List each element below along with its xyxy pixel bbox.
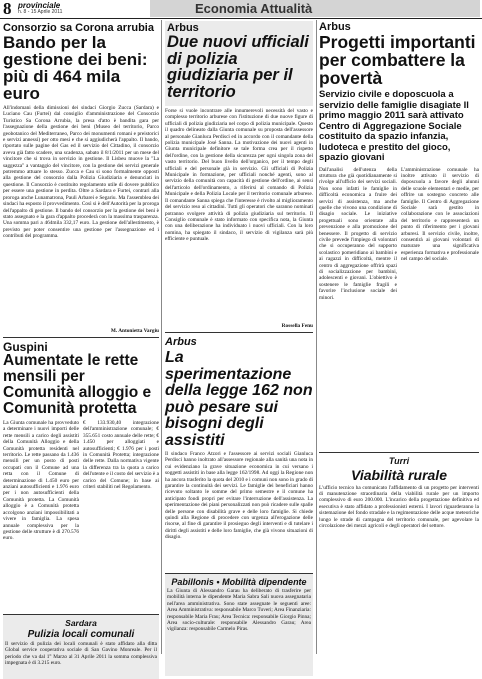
article-body: All'indomani della dimissioni dei sindaci Giorgio Zucca (Sardara) e Luciano Cau (Furtei) dal consiglio d'amministrazione del Consorzio Turistico Sa Corona Arrubia, la presa d'atto è bandita gara per l'assegnazione della gestione dei beni (Museo del territorio, Parco geobotanico del Mediterraneo, Parco dei monumenti romani e preistorici e servizi annessi) per otto mesi e che si aggiudicherà l'appalto. Il bando, riportato sulle pagine del Gas ed il servizio del Cittadino, il consorzio aveva già fatto scadere, una scadenza, sabato il 8/1/2011 per un mese del vincitore che si trova in servizio in gestione. Il Lisbeu muove la "La saggezza" a vantaggio del vincitore, con la gestione dei servizi generale potremmo attuare lo stesso. Zucca e Cau si sono formalmente opposti alla gestione del consorzio dalla Polizia Giudiziaria e denunciati in questione. Il Consorzio è costituito regolamento utile di dovere pubblico per essere una gestione in perdita. Oltre a Sardara e Furtei, contrari alla proroga anche Lunamatrona, Pauli Arbarei e Segariu. Ma l'assemblea dei sindaci ha esposto il provvedimento. Così si è dell'Autorità per la proroga dell'appalto di gestione. Il bando del consorzio per la gestione dei beni è stato assegnato e la gara d'appalto procederà con la massima trasparenza. Una somma pari a 464mila 332,17 euro. La gestione dell'allestimento, è previsto per poter consentire una gestione per l'assegnazione ed i contributi del programma. (3, 105, 160, 240)
section-title: Economia Attualità (150, 0, 480, 17)
right-column (319, 21, 479, 654)
left-column (3, 22, 160, 667)
article-headline: Due nuovi ufficiali di polizia giudiziaria per il territorio (167, 33, 309, 101)
box-body: La Giunta di Alessandro Garau ha deliberato di trasferire per mobilità interna le dipendente Maria Sabra Sali nuova assegnataria nell'area amministrativa. Sono state assegnate le seguenti aree: Area Amministrativa: responsabile Marco Tuveri; Area Finanziaria: responsabile Maria Frau; Area Tecnica: responsabile Giorgio Pinna; Area socio-culturale: responsabile Alessandro Garau; Area vigilanza: responsabile Carmelo Piras. (167, 588, 311, 633)
article-body: € 133.930,40 integrazione dell'amministrazione comunale; € 355.651 costo annuale delle rette; € 1.450 per alloggiati e autosufficienti; € 1.976 per i posti in Comunità Protetta; integrazione delle rette. Dalla normativa vigente la differenza tra la quota a carico dell'utente e il costo del servizio è a carico del Comune; in base ai criteri stabiliti nel Regolamento. (83, 420, 159, 491)
article-headline: Progetti importanti per combattere la povertà (319, 32, 476, 88)
middle-column (165, 21, 313, 654)
article-box (165, 21, 313, 106)
article-kicker: Arbus (167, 22, 199, 34)
article-kicker: Arbus (165, 336, 197, 348)
column-divider (161, 20, 162, 654)
divider (3, 337, 159, 338)
article-body: Il sindaco Franco Atzori e l'assessore ai servizi sociali Gianluca Perdisci hanno inoltrato all'assessore regionale alla sanità una nota in cui evidenziano la grave situazione economica in cui versano i soggetti assistiti in base alla legge 162/1998. Ad oggi la Regione non ha ancora trasferito la quota del 2010 e i comuni non sono in grado di garantire la continuità dei servizi. Le famiglie dei beneficiari hanno ricevuto soltanto le somme del primo semestre e il comune ha anticipato fondi propri per evitare l'interruzione dell'assistenza. La sperimentazione dei piani personalizzati non può ricadere sulle spalle delle persone con disabilità grave e delle loro famiglie. Si chiede quindi alla Regione di procedere con urgenza all'erogazione delle risorse, al fine di garantire il prosieguo degli interventi e di tutelare i diritti degli assistiti e delle loro famiglie, che già vivono situazioni di disagio. (165, 451, 313, 541)
sidebar-box (165, 573, 313, 676)
page-header (0, 0, 482, 19)
box-headline: Pulizia locali comunali (27, 629, 135, 640)
article-kicker: Arbus (319, 21, 351, 33)
divider (165, 332, 313, 333)
article-deck: Servizio civile e doposcuola a servizio delle famiglie disagiate Il primo maggio 2011 sarà attivato Centro di Aggregazione Sociale costituito da spazio infanzia, ludoteca e prestito del gioco, spazio giovani (319, 89, 469, 163)
article-columns (3, 420, 159, 610)
column-divider (316, 20, 317, 654)
article-headline: Viabilità rurale (351, 466, 447, 483)
article-body: Forse si vuole incontrare alle innumerevoli necessità del vasto e complesso territorio arburese con l'istituzione di due nuove figure di ufficiali di polizia giudiziaria nel corpo di polizia municipale. Questo il quadro delineato dalla Giunta comunale su proposta dell'assessore al personale Gianluca Perdisci ed in accordo con il comandante della polizia municipale José Sanna. La motivazione dei nuovi agenti in Giunta municipale definitore se tale forma crea per il rispetto dell'ordine, con la gestione della sicurezza per ogni singola zona del vasto territorio. Del buon livello dell'organico, per il tempo degli ufficiali e del personale già in servizio. Gli ufficiali di Polizia Municipale in formazione, per ufficiali nonché agenti, sono al servizio della comunità con capacità di gestione dell'ordine, ai sensi dell'articolo dell'ordinamento, a riferirsi al comando di Polizia Municipale e della Polizia Locale per il territorio comunale arburese. Il comandante Sanna spiega che l'interesse è rivolto al miglioramento del servizio reso ai cittadini. Tutti gli operatori che saranno nominati potranno svolgere attività di polizia giudiziaria sul territorio. Il Consiglio comunale è stato informato con specifica nota, la Giunta con una deliberazione ha individuato i nuovi ufficiali. Con la loro nomina, ha spiegato il sindaco, il servizio di vigilanza sarà più efficiente e puntuale. (165, 108, 313, 243)
article-signature: M. Antonietta Vargiu (110, 328, 159, 334)
page-number: 8 (3, 0, 12, 18)
article-headline: Bando per la gestione dei beni: più di 464 mila euro (3, 33, 148, 103)
article-body: La Giunta comunale ha provveduto a determinare i nuovi importi delle rette mensili a carico degli assistiti della Comunità Alloggio e della Comunità protetta residenti nel territorio. Le rette passano da 1.436 mensili per un posto di posti occupati con il Comune ad una retta con il Comune di determinazione di 1.450 euro per anziani autosufficienti e 1.976 euro per i non autosufficienti della Comunità protetta. La Comunità alloggio è a Comunità protetta accolgono anziani impossibilitati a vivere in famiglia. La spesa annuale complessiva per la gestione delle strutture è di 270.576 euro. (3, 420, 79, 542)
box-kicker: Pabillonis • Mobilità dipendente (171, 577, 307, 587)
article-headline: Aumentate le rette mensili per Comunità alloggio e Comunità protetta (3, 352, 152, 417)
article-kicker: Guspini (3, 340, 48, 354)
article-body: L'ufficio tecnico ha comunicato l'affidamento di un progetto per interventi di manutenzione straordinaria della viabilità rurale per un importo complessivo di euro 200.000. L'incarico della progettazione definitiva ed esecutiva è stato affidato a professionisti esterni. I lavori riguarderanno la sistemazione del fondo stradale e la regimentazione delle acque meteoriche lungo le strade di campagna del territorio comunale, per agevolare la circolazione dei mezzi agricoli e degli operatori del settore. (319, 484, 479, 529)
issue-date: n. 8 - 15 Aprile 2011 (18, 9, 63, 15)
article-body: L'amministrazione comunale ha inoltre attivato il servizio di doposcuola a favore degli alunni delle scuole elementari e medie, per offrire un sostegno concreto alle famiglie. Il Centro di Aggregazione Sociale sarà gestito in collaborazione con le associazioni del territorio e rappresenterà un punto di riferimento per i giovani arburesi. Il servizio civile, inoltre, consentirà ai giovani volontari di maturare una significativa esperienza formativa e professionale nel campo del sociale. (401, 166, 479, 263)
article-columns (319, 167, 479, 449)
article-signature: Rossella Fenu (281, 323, 313, 329)
article-headline: La sperimentazione della legge 162 non può pesare sui bisogni degli assistiti (165, 349, 313, 449)
article-kicker: Consorzio sa Corona arrubia (3, 22, 154, 34)
masthead-brand: provinciale (18, 1, 61, 10)
sidebar-box (3, 614, 159, 679)
article-body: Dall'analisi dell'utenza della struttura che già quotidianamente si rivolge all'ufficio dei servizi sociali. Non sono infatti le famiglie in difficoltà economica a fruire dei servizi di assistenza, ma anche quelle che vivono una condizione di disagio sociale. Le iniziative progettuali sono orientate alla prevenzione e alla promozione del benessere. Il progetto di servizio civile prevede l'impiego di volontari che si occuperanno del supporto scolastico pomeridiano ai bambini e ai ragazzi in difficoltà, mentre il centro di aggregazione offrirà spazi di socializzazione per bambini, adolescenti e giovani. L'obiettivo è sostenere le famiglie fragili e favorire l'inclusione sociale dei minori. (319, 166, 397, 301)
box-body: Il servizio di pulizia dei locali comunali è stato affidato alla ditta Global service cooperativa sociale di San Gavino Monreale. Per il periodo che va dal 1° Marzo al 31 Aprile 2011 la somma complessiva impegnata è di 3.215 euro. (5, 641, 157, 667)
box-kicker: Sardara (65, 618, 97, 628)
divider (319, 452, 479, 453)
article-kicker: Turri (388, 455, 410, 466)
